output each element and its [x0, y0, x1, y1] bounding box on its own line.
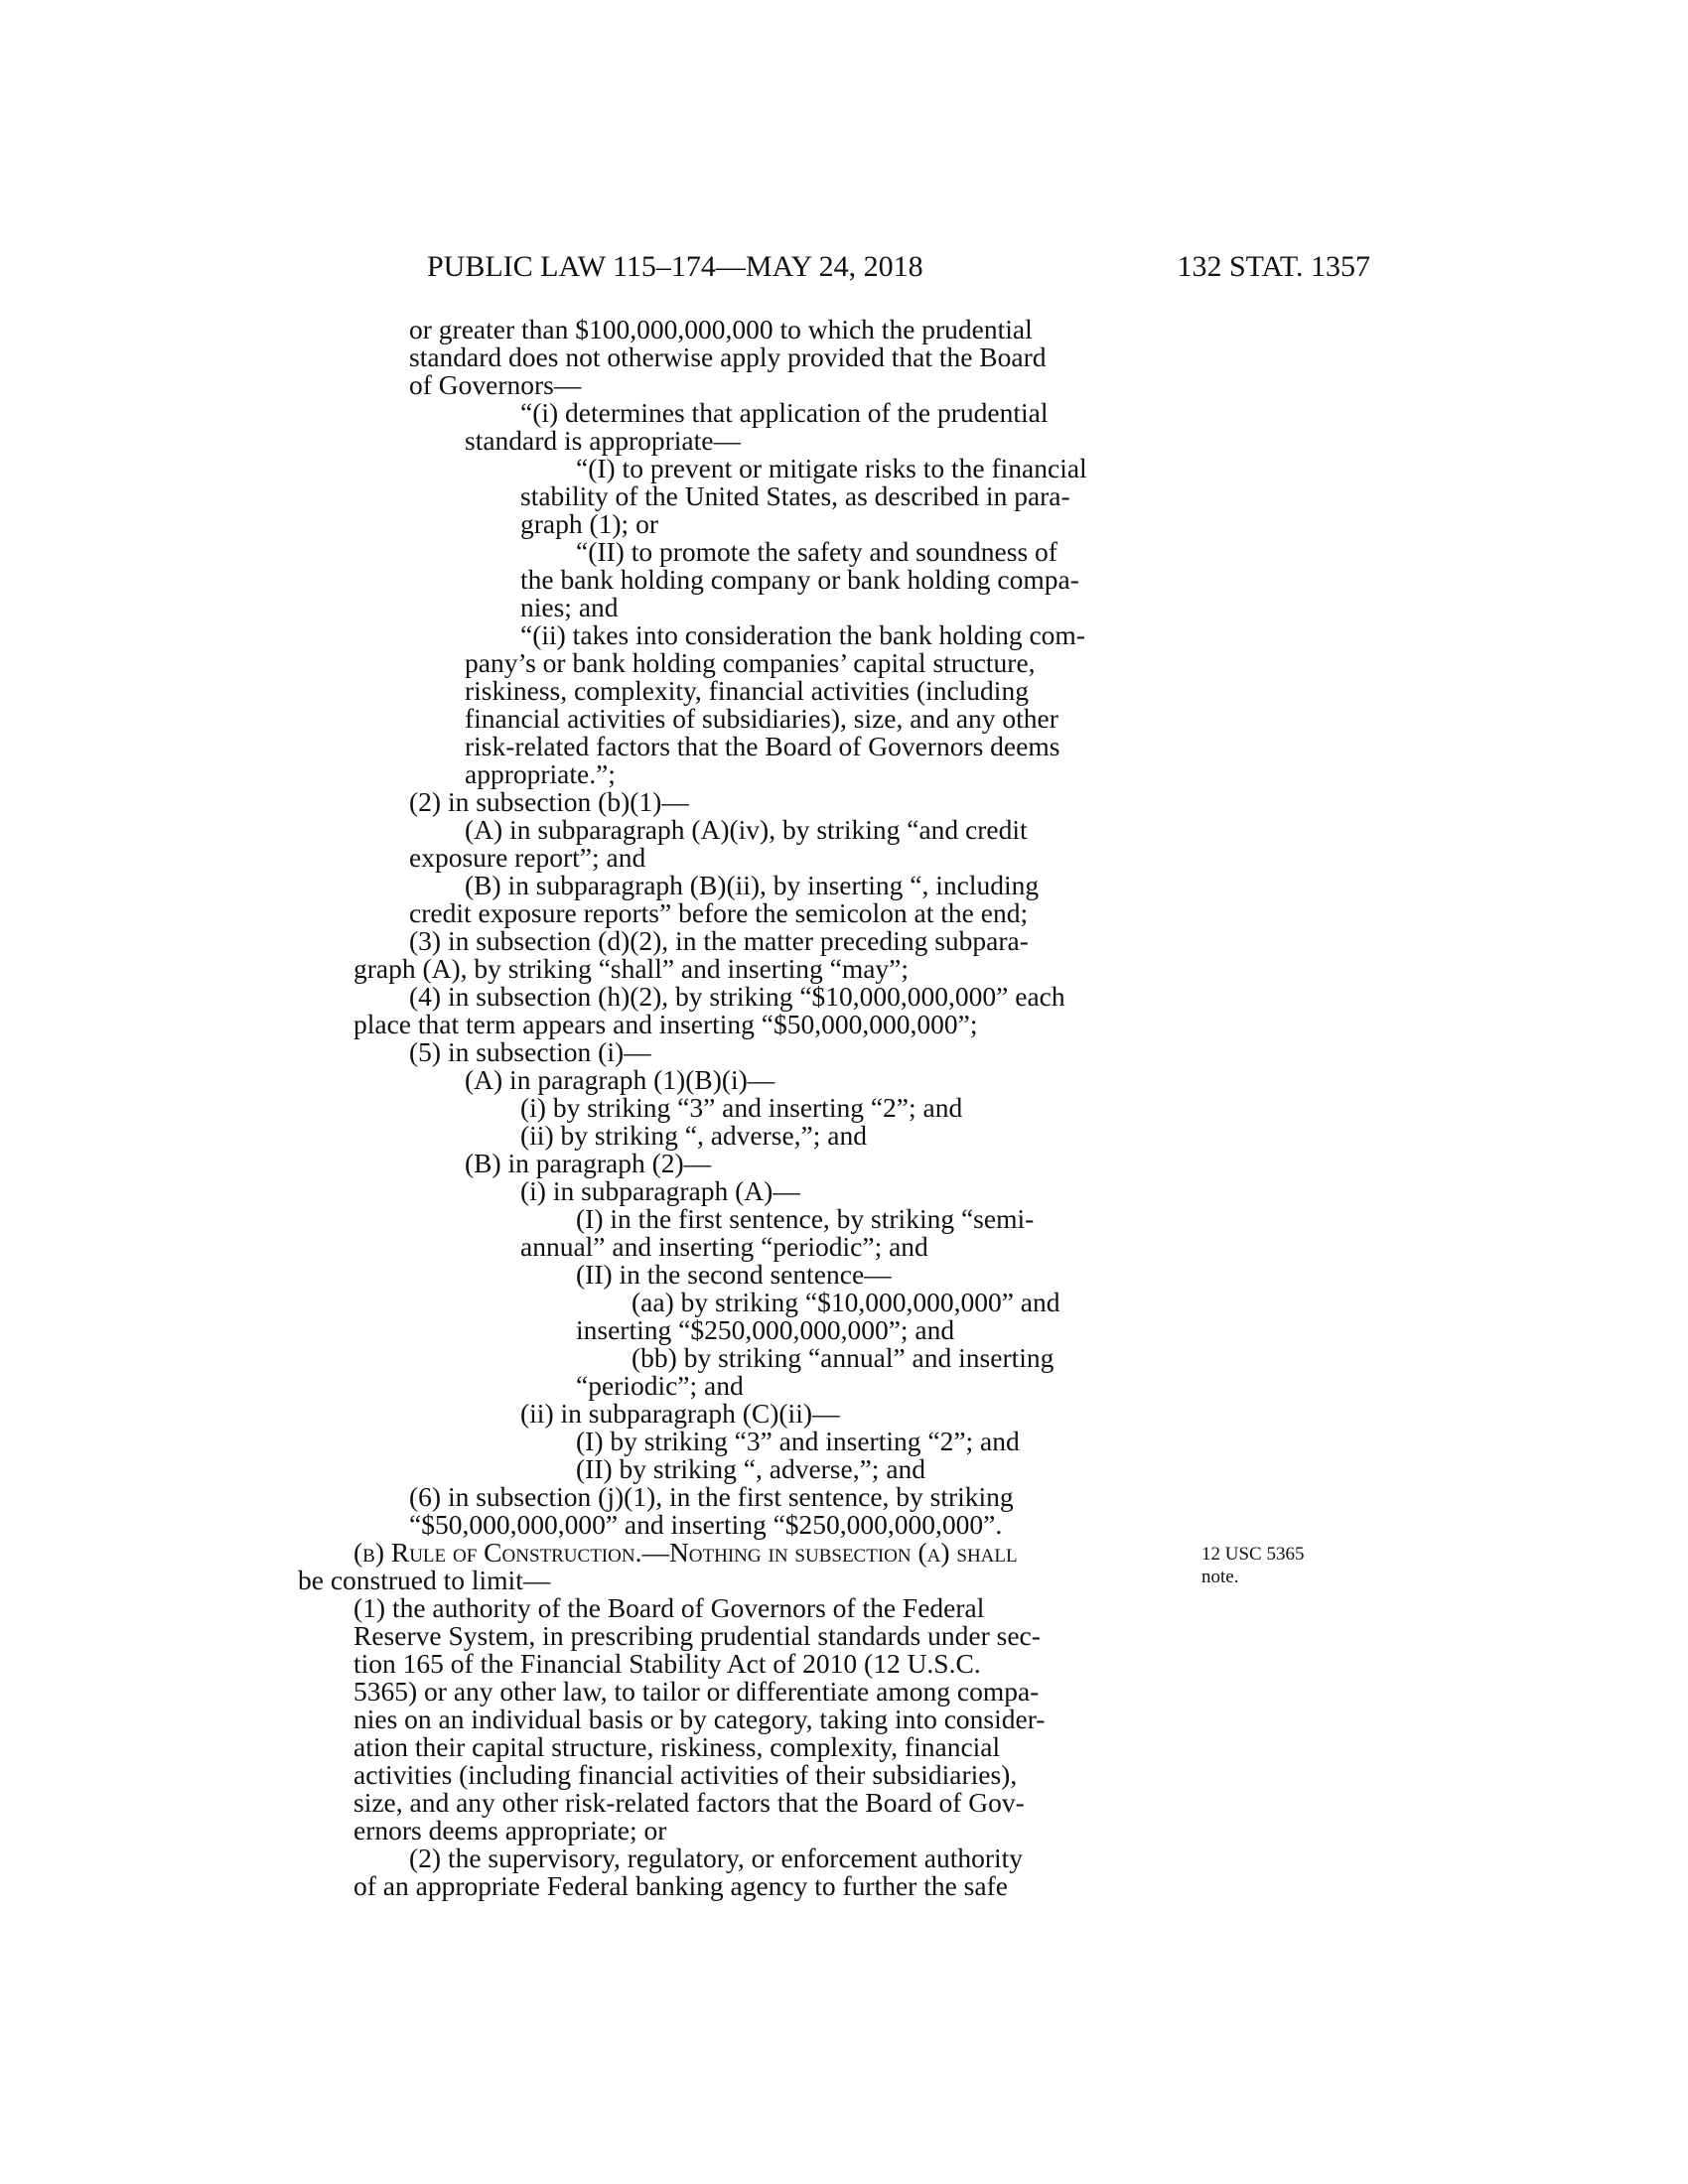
text-line: (B) in subparagraph (B)(ii), by inserting “, including — [465, 870, 1040, 900]
text-line: riskiness, complexity, financial activities (including — [465, 675, 1029, 706]
page-header — [427, 250, 1370, 290]
text-line: graph (1); or — [520, 508, 658, 539]
text-line: (3) in subsection (d)(2), in the matter preceding subpara- — [409, 925, 1029, 956]
text-line: activities (including financial activities of their subsidiaries), — [353, 1759, 1018, 1790]
text-line: credit exposure reports” before the semicolon at the end; — [409, 897, 1029, 928]
text-line: “(ii) takes into consideration the bank holding com- — [520, 619, 1085, 650]
text-line: the bank holding company or bank holding compa- — [520, 564, 1079, 595]
text-line: or greater than $100,000,000,000 to which the prudential — [409, 314, 1033, 344]
text-line: (A) in paragraph (1)(B)(i)— — [465, 1064, 775, 1095]
header-law-title: PUBLIC LAW 115–174—MAY 24, 2018 — [427, 250, 923, 283]
text-line: (1) the authority of the Board of Governors of the Federal — [353, 1592, 985, 1623]
text-line: graph (A), by striking “shall” and inserting “may”; — [353, 953, 910, 984]
text-line: (5) in subsection (i)— — [409, 1036, 651, 1067]
text-line: exposure report”; and — [409, 842, 646, 873]
text-line: pany’s or bank holding companies’ capital structure, — [465, 647, 1036, 678]
text-line: nies on an individual basis or by category, taking into consider- — [353, 1704, 1046, 1734]
margin-note-line: 12 USC 5365 — [1201, 1544, 1305, 1565]
text-line: (2) the supervisory, regulatory, or enforcement authority — [409, 1843, 1024, 1873]
text-line: stability of the United States, as described in para- — [520, 480, 1070, 511]
text-line: (b) Rule of Construction.—Nothing in subsection (a) shall — [353, 1537, 1018, 1568]
text-line: Reserve System, in prescribing prudential standards under sec- — [353, 1620, 1041, 1651]
text-line: “(i) determines that application of the prudential — [520, 397, 1049, 428]
text-line: “periodic”; and — [576, 1370, 744, 1401]
document-body — [298, 316, 1178, 1900]
text-line: inserting “$250,000,000,000”; and — [576, 1314, 955, 1345]
margin-citation-note — [1201, 1543, 1304, 1588]
margin-note-line: note. — [1201, 1567, 1239, 1587]
text-line: (II) in the second sentence— — [576, 1259, 892, 1290]
text-line: appropriate.”; — [465, 758, 616, 789]
text-line: ernors deems appropriate; or — [353, 1815, 667, 1845]
text-line: standard is appropriate— — [465, 425, 741, 456]
text-line: 5365) or any other law, to tailor or differentiate among compa- — [353, 1676, 1040, 1706]
text-line: financial activities of subsidiaries), size, and any other — [465, 703, 1058, 734]
text-line: place that term appears and inserting “$50,000,000,000”; — [353, 1009, 978, 1039]
text-line: (I) by striking “3” and inserting “2”; and — [576, 1426, 1020, 1456]
text-line: (bb) by striking “annual” and inserting — [632, 1342, 1055, 1373]
text-line: “(I) to prevent or mitigate risks to the financial — [576, 453, 1087, 483]
text-line: (ii) by striking “, adverse,”; and — [520, 1120, 867, 1151]
text-line: (A) in subparagraph (A)(iv), by striking “and credit — [465, 814, 1028, 845]
text-line: (I) in the first sentence, by striking “semi- — [576, 1203, 1035, 1234]
text-line: of Governors— — [409, 369, 582, 400]
text-line: standard does not otherwise apply provided that the Board — [409, 341, 1047, 372]
text-line: be construed to limit— — [298, 1565, 551, 1595]
text-line: (II) by striking “, adverse,”; and — [576, 1453, 926, 1484]
text-line: (4) in subsection (h)(2), by striking “$10,000,000,000” each — [409, 981, 1065, 1012]
text-line: “$50,000,000,000” and inserting “$250,000,000,000”. — [409, 1509, 1003, 1540]
text-line: nies; and — [520, 592, 619, 622]
text-line: risk-related factors that the Board of Governors deems — [465, 731, 1060, 761]
text-line: (B) in paragraph (2)— — [465, 1148, 712, 1178]
text-line: ation their capital structure, riskiness, complexity, financial — [353, 1731, 1001, 1762]
header-stat-page: 132 STAT. 1357 — [1177, 250, 1370, 283]
text-line: (6) in subsection (j)(1), in the first sentence, by striking — [409, 1481, 1014, 1512]
text-line: (aa) by striking “$10,000,000,000” and — [632, 1287, 1060, 1317]
text-line: of an appropriate Federal banking agency to further the safe — [353, 1870, 1008, 1901]
text-line: tion 165 of the Financial Stability Act of 2010 (12 U.S.C. — [353, 1648, 981, 1679]
text-line: (ii) in subparagraph (C)(ii)— — [520, 1398, 840, 1429]
text-line: (i) by striking “3” and inserting “2”; and — [520, 1092, 963, 1123]
text-line: size, and any other risk-related factors that the Board of Gov- — [353, 1787, 1025, 1818]
text-line: (2) in subsection (b)(1)— — [409, 786, 689, 817]
text-line: annual” and inserting “periodic”; and — [520, 1231, 928, 1262]
text-line: “(II) to promote the safety and soundness of — [576, 536, 1057, 567]
text-line: (i) in subparagraph (A)— — [520, 1175, 800, 1206]
